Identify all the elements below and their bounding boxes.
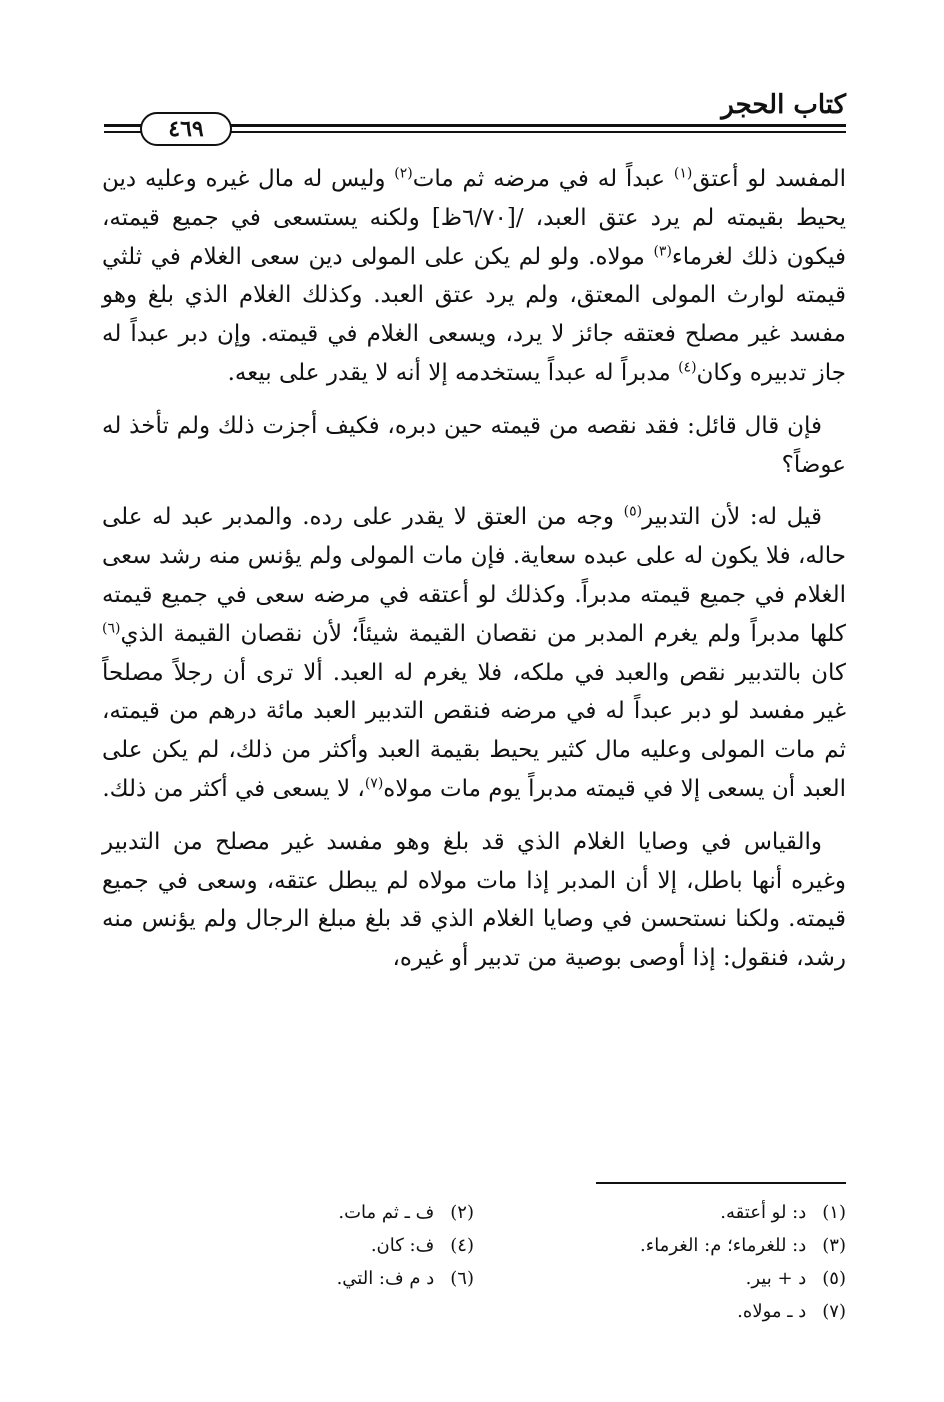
footnote-number: (٧): [822, 1301, 846, 1322]
text-segment: كان بالتدبير نقص والعبد في ملكه، فلا يغرم له العبد. ألا ترى أن رجلاً مصلحاً غير مفسد لو دبر عبداً له في مرضه فنقص التدبير العبد مائة درهم من قيمته، ثم مات المولى وعليه مال كثير يحيط بقيمة العبد وأكثر من ذلك، لم يكن على العبد أن يسعى إلا في قيمته مدبراً يوم مات مولاه: [102, 659, 846, 802]
text-segment: والقياس في وصايا الغلام الذي قد بلغ وهو مفسد غير مصلح من التدبير وغيره أنها باطل، إلا أن المدبر إذا مات مولاه لم يبطل عتقه، وسعى في جميع قيمته. ولكنا نستحسن في وصايا الغلام الذي قد بلغ مبلغ الرجال ولم يؤنس منه رشد، فنقول: إذا أوصى بوصية من تدبير أو غيره،: [102, 828, 846, 972]
footnote-number: (٣): [822, 1235, 846, 1256]
footnote-ref: (٥): [623, 503, 643, 520]
paragraph-4: [102, 823, 846, 978]
footnote-text: د ـ مولاه.: [737, 1301, 807, 1322]
text-segment: وليس له مال غيره وعليه دين يحيط بقيمته لم يرد عتق العبد، /[٦/٧٠ظ] ولكنه يستسعى في جميع قيمته، فيكون ذلك لغرماء: [102, 166, 846, 270]
footnote-text: د م ف: التي.: [336, 1268, 435, 1289]
footnote-ref: (٤): [678, 359, 697, 376]
footnotes: [102, 1196, 846, 1328]
text-segment: المفسد لو أعتق: [692, 166, 847, 192]
footnote-text: د + بير.: [745, 1268, 807, 1289]
footnote-item: [474, 1229, 846, 1262]
footnote-number: (٦): [450, 1268, 474, 1289]
text-segment: عبداً له في مرضه ثم مات: [412, 166, 674, 192]
footnote-text: د: للغرماء؛ م: الغرماء.: [640, 1235, 807, 1256]
paragraph-3: [102, 498, 846, 808]
footnote-text: ف: كان.: [370, 1235, 435, 1256]
footnote-number: (٥): [822, 1268, 846, 1289]
text-segment: مولاه. ولو لم يكن على المولى دين سعى الغلام في ثلثي قيمته لوارث المولى المعتق، ولم يرد عتق العبد. وكذلك الغلام الذي بلغ وهو مفسد غير مصلح فعتقه جائز لا يرد، ويسعى الغلام في قيمته. وإن دبر عبداً له جاز تدبيره وكان: [102, 243, 846, 386]
footnote-item: [474, 1262, 846, 1295]
text-segment: وجه من العتق لا يقدر على رده. والمدبر عبد له على حاله، فلا يكون له على عبده سعاية. فإن مات المولى ولم يؤنس منه رشد سعى الغلام في جميع قيمته مدبراً. وكذلك لو أعتقه في مرضه سعى في جميع قيمته كلها مدبراً ولم يغرم المدبر من نقصان القيمة شيئاً؛ لأن نقصان القيمة الذي: [102, 504, 846, 647]
footnote-item: [102, 1262, 474, 1295]
footnote-text: ف ـ ثم مات.: [338, 1202, 435, 1223]
footnote-item: [474, 1295, 846, 1328]
footnote-separator: [596, 1182, 846, 1184]
text-segment: ، لا يسعى في أكثر من ذلك.: [102, 775, 365, 802]
page-number-badge: [140, 112, 232, 146]
footnote-ref: (٢): [394, 165, 413, 182]
text-segment: فإن قال قائل: فقد نقصه من قيمته حين دبره، فكيف أجزت ذلك ولم تأخذ له عوضاً؟: [102, 412, 846, 478]
text-segment: قيل له: لأن التدبير: [642, 504, 823, 531]
paragraph-1: [102, 160, 846, 393]
paragraph-2: [102, 407, 846, 485]
body-text: [102, 160, 846, 992]
running-header-title: كتاب الحجر: [721, 90, 846, 120]
footnote-ref: (٦): [102, 620, 121, 637]
footnote-ref: (١): [673, 165, 693, 182]
footnote-number: (٢): [450, 1202, 474, 1223]
footnote-item: [102, 1229, 474, 1262]
page-number: ٤٦٩: [168, 116, 204, 142]
footnote-number: (١): [822, 1202, 846, 1223]
footnote-ref: (٣): [653, 242, 672, 259]
text-segment: مدبراً له عبداً يستخدمه إلا أنه لا يقدر على بيعه.: [227, 359, 679, 386]
footnote-item: [474, 1196, 846, 1229]
footnote-text: د: لو أعتقه.: [720, 1202, 807, 1223]
footnote-ref: (٧): [364, 775, 384, 792]
footnote-number: (٤): [450, 1235, 474, 1256]
footnote-item: [102, 1196, 474, 1229]
